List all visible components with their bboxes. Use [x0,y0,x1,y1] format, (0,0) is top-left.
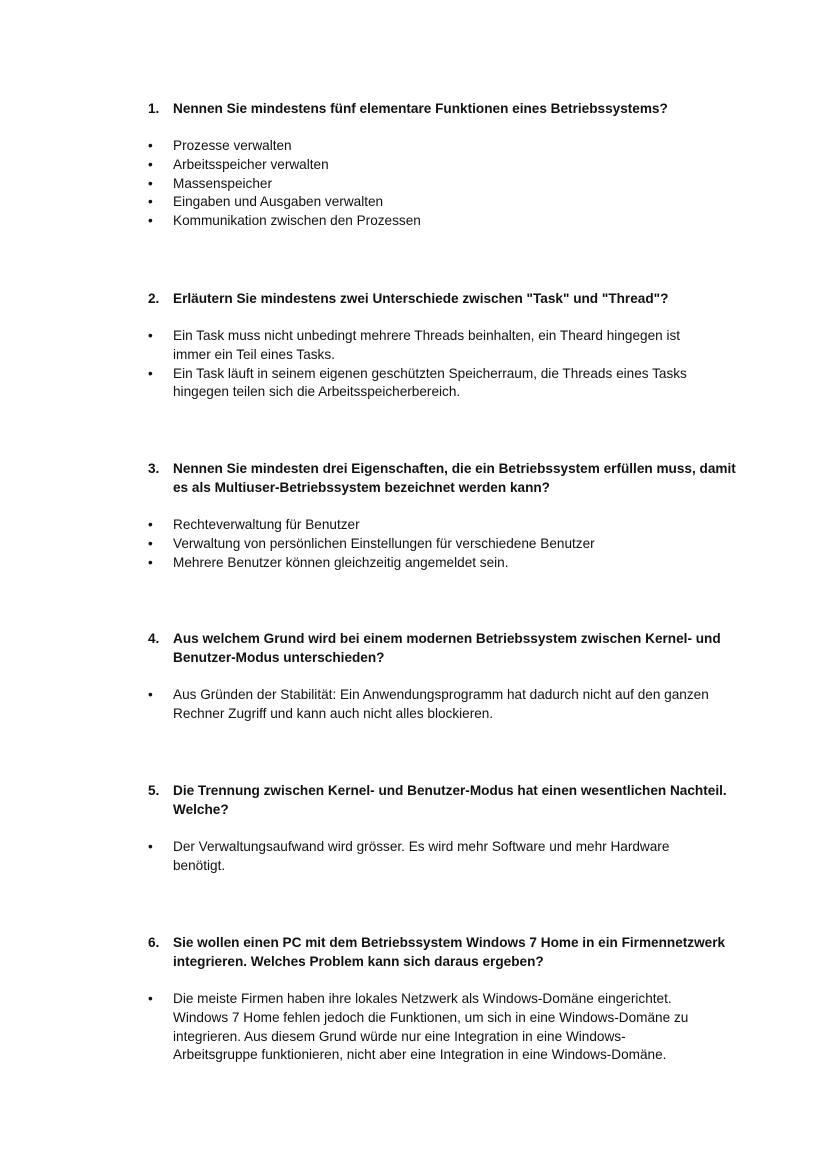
answer-text [173,212,828,231]
bullet-icon: • [148,991,153,1006]
answer-line: Arbeitsspeicher verwalten [173,156,329,172]
answer-line: immer ein Teil eines Tasks. [173,346,335,362]
bullet-icon: • [148,328,153,343]
bullet-icon: • [148,839,153,854]
answer-list [0,990,828,1065]
answer-item [0,990,828,1065]
question-heading [0,781,828,819]
answer-item [0,156,828,175]
question-line: Aus welchem Grund wird bei einem modernen Betriebssystem zwischen Kernel- und [173,631,721,646]
question-text [173,781,828,819]
answer-line: Ein Task läuft in seinem eigenen geschützten Speicherraum, die Threads eines Tasks [173,365,687,381]
answer-line: Der Verwaltungsaufwand wird grösser. Es wird mehr Software und mehr Hardware [173,839,670,854]
answer-item [0,838,828,876]
answer-list [0,516,828,572]
answer-text [173,554,828,573]
question-section [0,289,828,402]
answer-text [173,686,828,724]
question-line: Die Trennung zwischen Kernel- und Benutzer-Modus hat einen wesentlichen Nachteil. [173,783,727,798]
answer-text [173,175,828,194]
question-text [173,289,828,308]
answer-line: Windows 7 Home fehlen jedoch die Funktionen, um sich in eine Windows-Domäne zu [173,1009,689,1025]
answer-item [0,327,828,365]
question-line: Erläutern Sie mindestens zwei Unterschiede zwischen "Task" und "Thread"? [173,291,669,306]
answer-line: Verwaltung von persönlichen Einstellungen für verschiedene Benutzer [173,535,595,551]
question-line: Sie wollen einen PC mit dem Betriebssystem Windows 7 Home in ein Firmennetzwerk [173,935,726,950]
answer-line: Mehrere Benutzer können gleichzeitig angemeldet sein. [173,554,509,570]
answer-item [0,212,828,231]
question-number: 5. [148,783,160,798]
answer-line: integrieren. Aus diesem Grund würde nur eine Integration in eine Windows- [173,1028,626,1044]
bullet-icon: • [148,535,153,551]
bullet-icon: • [148,554,153,570]
bullet-icon: • [148,138,153,153]
question-number: 1. [148,101,160,116]
question-number: 6. [148,935,160,950]
answer-line: hingegen teilen sich die Arbeitsspeicherbereich. [173,384,461,400]
answer-line: Rechner Zugriff und kann auch nicht alles blockieren. [173,705,494,721]
answer-item [0,535,828,554]
question-section [0,781,828,876]
question-line: Welche? [173,802,229,817]
bullet-icon: • [148,213,153,229]
answer-item [0,193,828,212]
answer-line: Eingaben und Ausgaben verwalten [173,194,384,210]
answer-item [0,516,828,535]
question-section [0,459,828,572]
question-section [0,933,828,1065]
answer-item [0,175,828,194]
bullet-icon: • [148,194,153,210]
question-line: Benutzer-Modus unterschieden? [173,650,385,665]
question-section [0,99,828,231]
bullet-icon: • [148,517,153,532]
question-text [173,933,828,971]
answer-line: Aus Gründen der Stabilität: Ein Anwendungsprogramm hat dadurch nicht auf den ganzen [173,687,709,702]
question-text [173,459,828,497]
bullet-icon: • [148,175,153,191]
question-line: Nennen Sie mindestens fünf elementare Funktionen eines Betriebssystems? [173,101,668,116]
answer-line: Prozesse verwalten [173,138,292,153]
answer-list [0,137,828,231]
answer-item [0,365,828,403]
answer-line: Ein Task muss nicht unbedingt mehrere Threads beinhalten, ein Theard hingegen ist [173,328,681,343]
answer-line: Massenspeicher [173,175,272,191]
question-line: integrieren. Welches Problem kann sich daraus ergeben? [173,954,544,969]
answer-text [173,990,828,1065]
bullet-icon: • [148,156,153,172]
answer-text [173,156,828,175]
question-heading [0,459,828,497]
answer-line: Rechteverwaltung für Benutzer [173,517,360,532]
answer-text [173,838,828,876]
question-line: es als Multiuser-Betriebssystem bezeichnet werden kann? [173,480,550,495]
question-number: 3. [148,461,160,476]
question-number: 2. [148,291,160,306]
answer-text [173,137,828,156]
answer-text [173,516,828,535]
answer-item [0,686,828,724]
question-section [0,629,828,724]
answer-list [0,838,828,876]
bullet-icon: • [148,365,153,381]
question-line: Nennen Sie mindesten drei Eigenschaften, die ein Betriebssystem erfüllen muss, damit [173,461,736,476]
question-text [173,99,828,118]
answer-text [173,535,828,554]
question-heading [0,99,828,118]
answer-line: Kommunikation zwischen den Prozessen [173,213,421,229]
answer-text [173,193,828,212]
answer-item [0,137,828,156]
answer-list [0,327,828,402]
answer-item [0,554,828,573]
answer-list [0,686,828,724]
question-heading [0,289,828,308]
question-heading [0,933,828,971]
question-heading [0,629,828,667]
question-text [173,629,828,667]
answer-line: Die meiste Firmen haben ihre lokales Netzwerk als Windows-Domäne eingerichtet. [173,991,672,1006]
answer-line: benötigt. [173,857,226,873]
answer-line: Arbeitsgruppe funktionieren, nicht aber eine Integration in eine Windows-Domäne. [173,1047,667,1063]
bullet-icon: • [148,687,153,702]
answer-text [173,327,828,365]
question-number: 4. [148,631,160,646]
answer-text [173,365,828,403]
